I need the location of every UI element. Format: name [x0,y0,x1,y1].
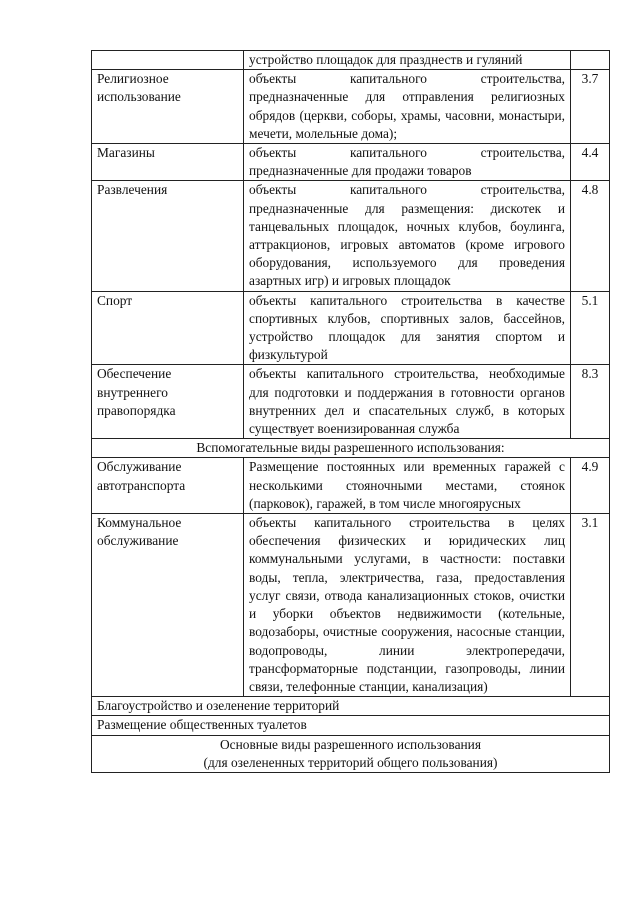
use-description: объекты капитального строительства, необходимые для подготовки и поддержания в готовности органов внутренних дел и спасательных служб, в которых существует военизированная служба [244,365,571,439]
use-code: 4.9 [571,458,610,514]
full-row-text: Размещение общественных туалетов [92,716,610,735]
use-name: Коммунальное обслуживание [92,514,244,697]
use-description: объекты капитального строительства, предназначенные для размещения: дискотек и танцевальных площадок, ночных клубов, боулинга, аттракционов, игровых автоматов (кроме игрового оборудования, используемого для проведения азартных игр) и игровых площадок [244,181,571,291]
table-row [92,458,610,514]
use-code: 4.8 [571,181,610,291]
section-header-row [92,439,610,458]
use-code: 3.7 [571,70,610,144]
section-header-subline: (для озелененных территорий общего пользования) [203,754,498,770]
table-row [92,51,610,70]
full-width-row [92,716,610,735]
table-row [92,291,610,365]
use-description: объекты капитального строительства в качестве спортивных клубов, спортивных залов, бассейнов, устройство площадок для занятия спортом и физкультурой [244,291,571,365]
use-description: объекты капитального строительства, предназначенные для отправления религиозных обрядов (церкви, соборы, храмы, часовни, монастыри, мечети, молельные дома); [244,70,571,144]
use-code: 3.1 [571,514,610,697]
full-row-text: Благоустройство и озеленение территорий [92,697,610,716]
land-use-table [91,50,610,773]
use-name: Обеспечение внутреннего правопорядка [92,365,244,439]
main-section-header [92,735,610,772]
use-code [571,51,610,70]
use-name: Развлечения [92,181,244,291]
use-name [92,51,244,70]
use-description: объекты капитального строительства, предназначенные для продажи товаров [244,144,571,181]
use-name: Спорт [92,291,244,365]
section-header-line: Основные виды разрешенного использования [219,736,482,752]
aux-section-header: Вспомогательные виды разрешенного использования: [92,439,610,458]
use-name: Обслуживание автотранспорта [92,458,244,514]
use-description: устройство площадок для празднеств и гуляний [244,51,571,70]
use-code: 8.3 [571,365,610,439]
full-width-row [92,697,610,716]
table-row [92,365,610,439]
use-name: Религиозное использование [92,70,244,144]
table-row [92,144,610,181]
table-row [92,181,610,291]
use-code: 5.1 [571,291,610,365]
use-code: 4.4 [571,144,610,181]
table-row [92,70,610,144]
use-name: Магазины [92,144,244,181]
table-row [92,514,610,697]
section-header-row [92,735,610,772]
use-description: Размещение постоянных или временных гаражей с несколькими стояночными местами, стоянок (парковок), гаражей, в том числе многоярусных [244,458,571,514]
use-description: объекты капитального строительства в целях обеспечения физических и юридических лиц коммунальными услугами, в частности: поставки воды, тепла, электричества, газа, предоставления услуг связи, отвода канализационных стоков, очистки и уборки объектов недвижимости (котельные, водозаборы, очистные сооружения, насосные станции, водопроводы, линии электропередачи, трансформаторные подстанции, газопроводы, линии связи, телефонные станции, канализация) [244,514,571,697]
